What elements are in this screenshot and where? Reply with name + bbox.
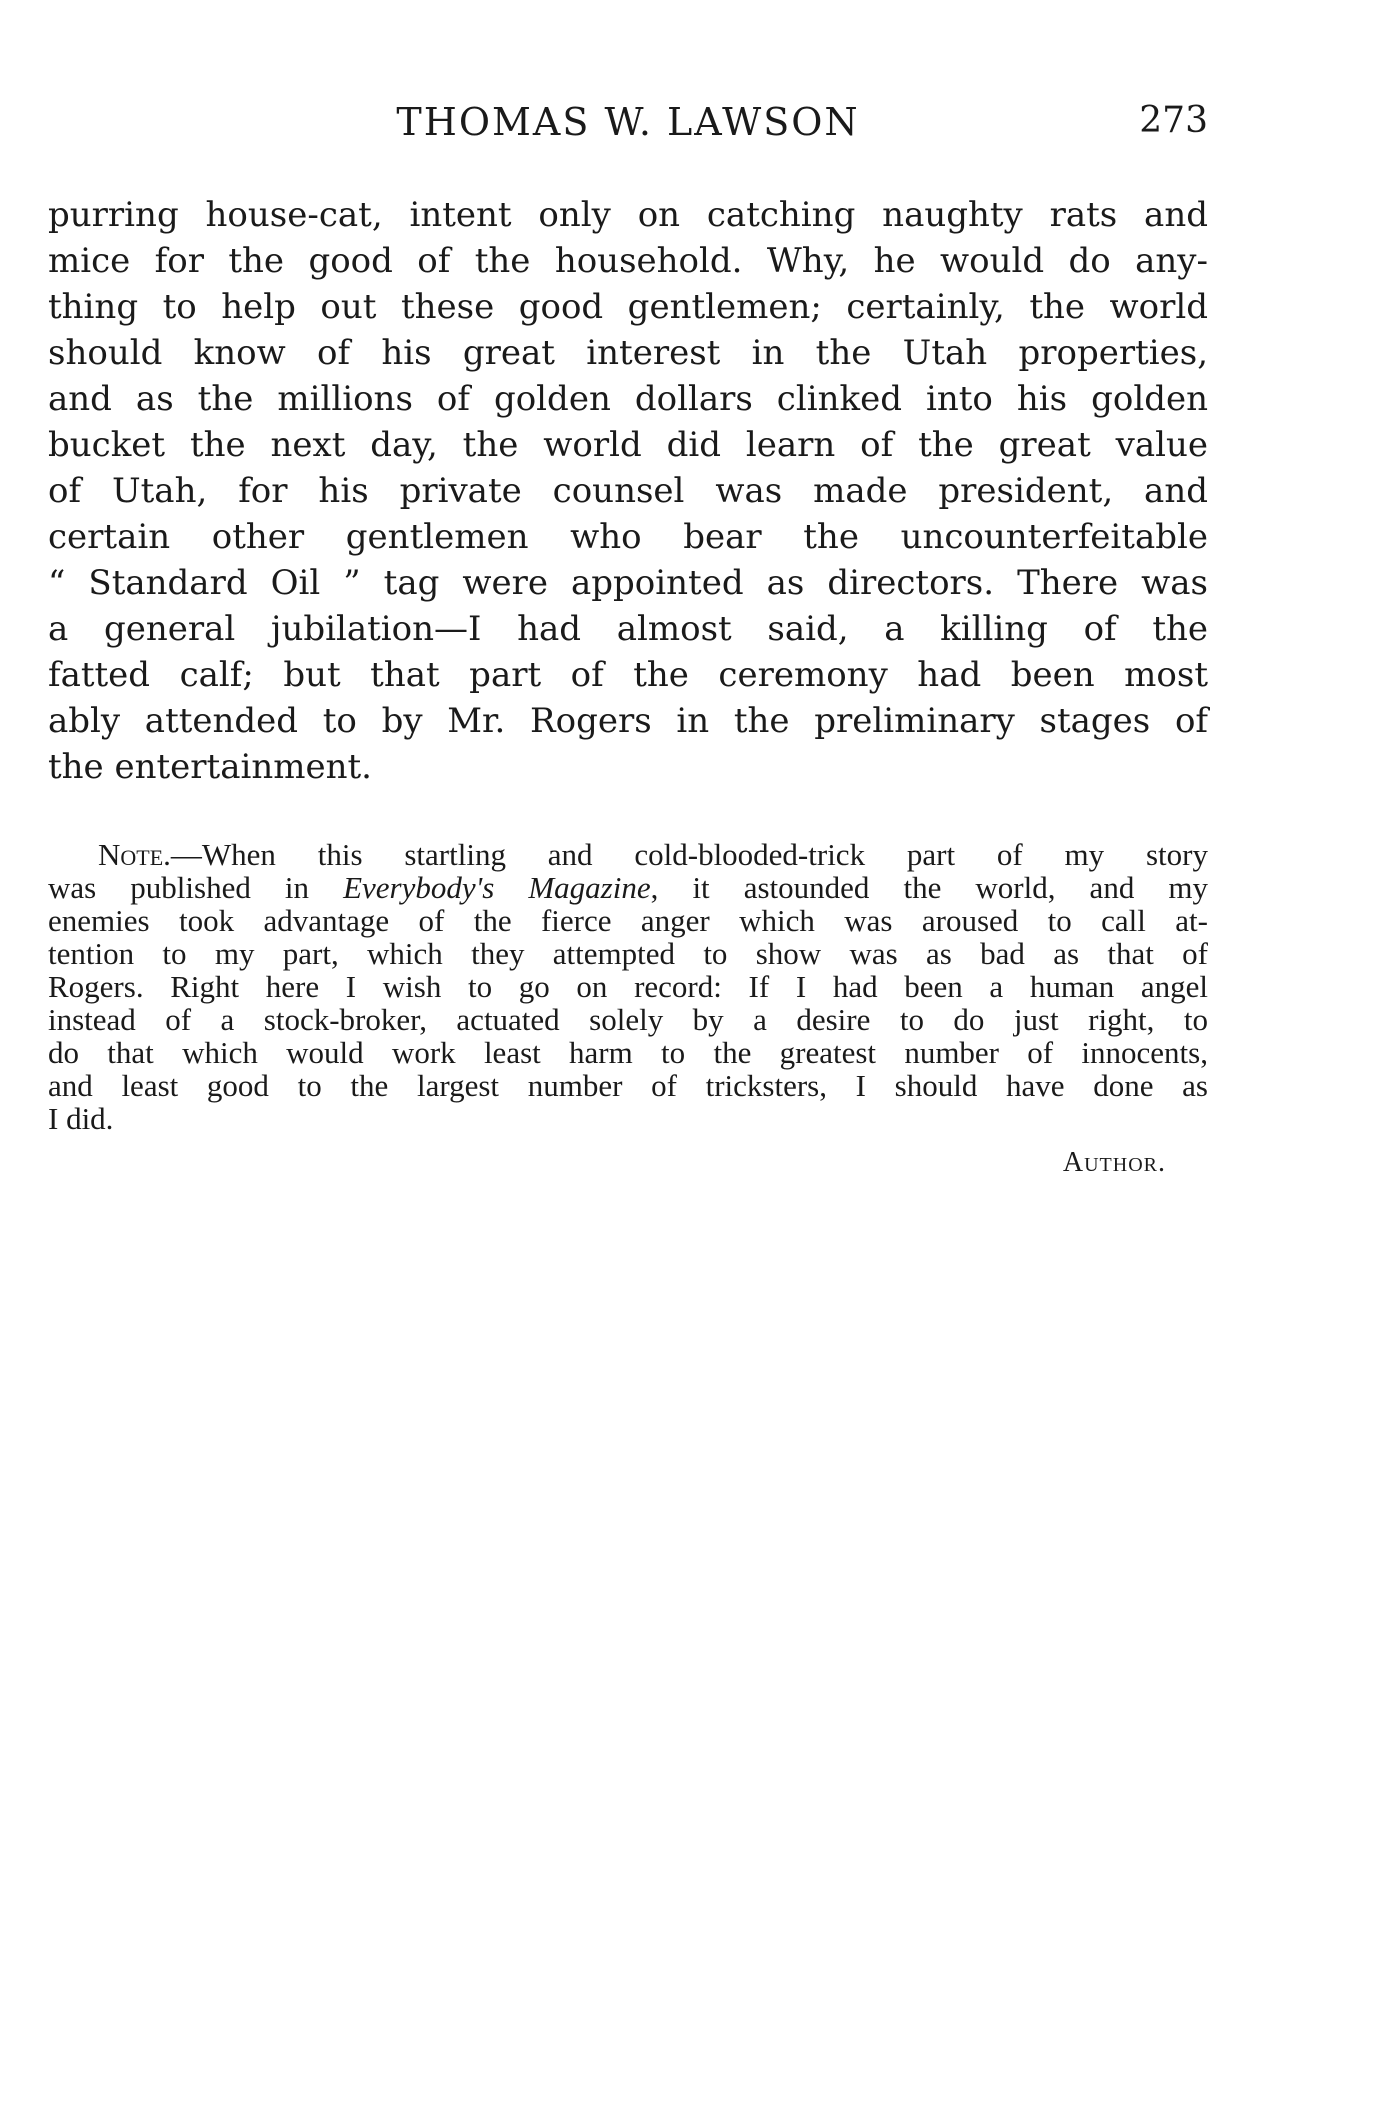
body-line: certain other gentlemen who bear the uncounterfeitable bbox=[48, 517, 1208, 557]
note-line: I did. bbox=[48, 1101, 114, 1136]
note-line: enemies took advantage of the fierce anger which was aroused to call at- bbox=[48, 903, 1208, 938]
note-line: Rogers. Right here I wish to go on record: If I had been a human angel bbox=[48, 969, 1208, 1004]
note-text: , it astounded the world, and my bbox=[650, 870, 1208, 905]
running-head bbox=[48, 100, 1208, 150]
running-title: THOMAS W. LAWSON bbox=[396, 100, 860, 144]
note-line: do that which would work least harm to the greatest number of innocents, bbox=[48, 1035, 1208, 1070]
author-note bbox=[48, 838, 1208, 1135]
note-line bbox=[48, 838, 1208, 871]
note-line: tention to my part, which they attempted to show was as bad as that of bbox=[48, 936, 1208, 971]
body-line: should know of his great interest in the Utah properties, bbox=[48, 333, 1208, 373]
body-line: fatted calf; but that part of the ceremony had been most bbox=[48, 655, 1208, 695]
note-line bbox=[48, 871, 1208, 904]
note-label: Note. bbox=[98, 837, 171, 872]
note-text: was published in bbox=[48, 870, 344, 905]
body-line: the entertainment. bbox=[48, 747, 372, 787]
body-line: of Utah, for his private counsel was made president, and bbox=[48, 471, 1208, 511]
note-text: —When this startling and cold-blooded-trick part of my story bbox=[170, 837, 1208, 872]
body-line: mice for the good of the household. Why, he would do any- bbox=[48, 241, 1208, 281]
body-paragraph bbox=[48, 192, 1208, 790]
body-line: thing to help out these good gentlemen; certainly, the world bbox=[48, 287, 1208, 327]
note-line: instead of a stock-broker, actuated solely by a desire to do just right, to bbox=[48, 1002, 1208, 1037]
note-signature: Author. bbox=[1062, 1147, 1166, 1178]
body-line: purring house-cat, intent only on catching naughty rats and bbox=[48, 195, 1208, 235]
page-number: 273 bbox=[1139, 100, 1208, 141]
body-line: a general jubilation—I had almost said, a killing of the bbox=[48, 609, 1208, 649]
body-line: “ Standard Oil ” tag were appointed as directors. There was bbox=[48, 563, 1208, 603]
body-line: ably attended to by Mr. Rogers in the preliminary stages of bbox=[48, 701, 1208, 741]
note-line: and least good to the largest number of tricksters, I should have done as bbox=[48, 1068, 1208, 1103]
magazine-title: Everybody's Magazine bbox=[343, 870, 651, 905]
body-line: bucket the next day, the world did learn of the great value bbox=[48, 425, 1208, 465]
body-line: and as the millions of golden dollars clinked into his golden bbox=[48, 379, 1208, 419]
